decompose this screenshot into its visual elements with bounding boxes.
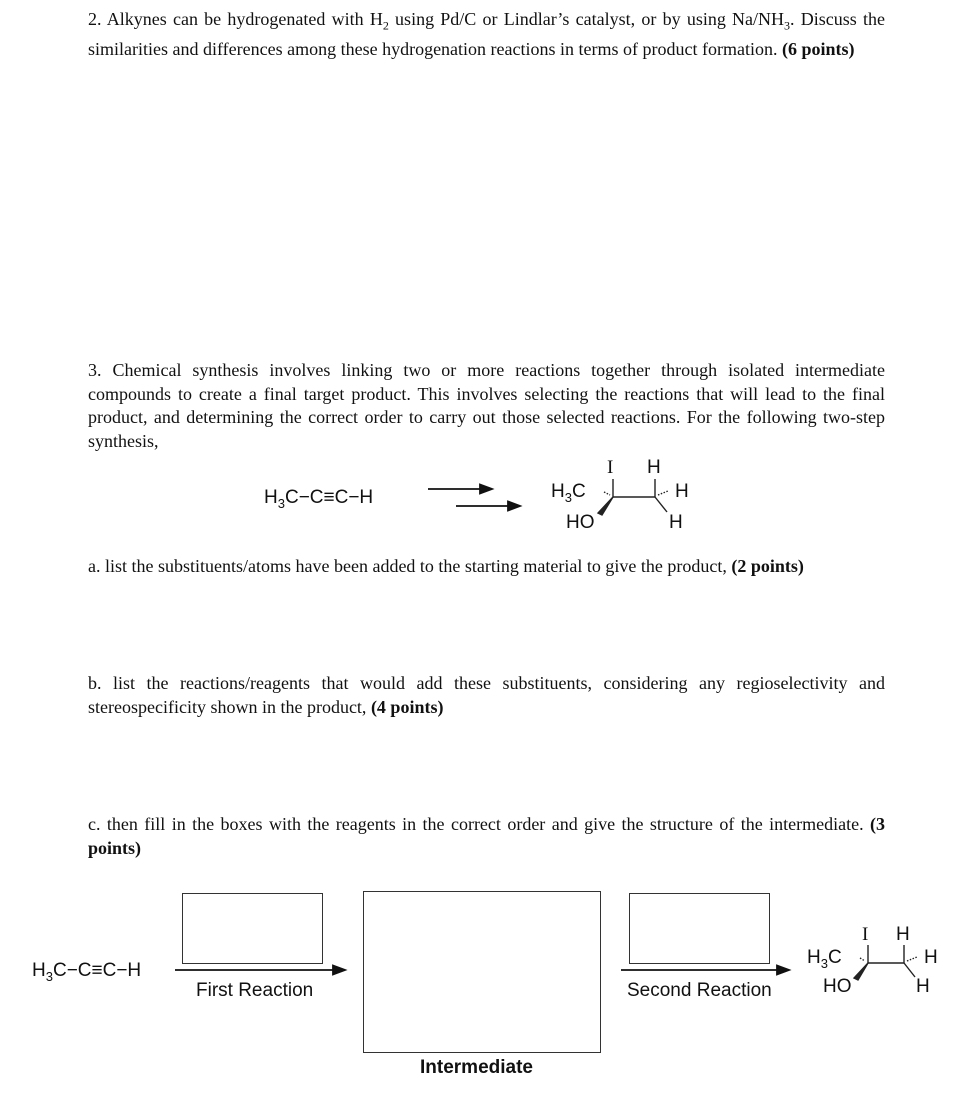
q3b-points: (4 points) [370,696,444,717]
product-skeleton-top [598,479,668,515]
hash-bond-left [604,492,610,495]
diagram-product-iodine: I [862,924,869,945]
second-reaction-label: Second Reaction [627,980,772,1001]
diagram-product-right-h: H [924,947,938,968]
dprod-sub: 3 [820,955,828,971]
second-reaction-arrow-head [777,966,789,975]
prod-c: C [571,481,586,502]
diagram-product-methyl [807,947,842,971]
q2-text-3: . Discuss the similarities and differences among these hydrogenation reactions in terms of product formation. [88,9,886,60]
q3-intro-text: 3. Chemical synthesis involves linking two or more reactions together through isolated intermediate compounds to create a final target product. This involves selecting the reactions that will lead to the final product, and determining the correct order to carry out those selected reactions. For the following two-step synthesis, [88,360,885,451]
product-hydroxyl: HO [566,512,595,533]
bond-bottom-h-b [904,963,915,977]
wedge-bond-ho [598,497,613,515]
sm-rest: C−C≡C−H [284,487,374,508]
prod-sub: 3 [564,489,572,505]
diagram-product-bottom-h: H [916,976,930,997]
q2-text-1: 2. Alkynes can be hydrogenated with H [88,9,383,29]
q2-text-2: using Pd/C or Lindlar’s catalyst, or by using Na/NH [388,9,785,29]
diagram-product-hydroxyl: HO [823,976,852,997]
dsm-rest: C−C≡C−H [52,960,142,981]
product-iodine: I [607,457,614,478]
arrow-1-head [480,485,492,494]
question-3a [88,555,885,579]
diagram-product-top-h: H [896,924,910,945]
intermediate-label: Intermediate [420,1057,533,1078]
sm-sub: 3 [277,495,285,511]
q2-subscript-1: 2 [382,18,389,33]
second-reaction-reagent-box[interactable] [629,893,770,964]
arrow-2-head [508,502,520,511]
product-bottom-h: H [669,512,683,533]
first-reaction-arrow-head [333,966,345,975]
q3c-points: (3 points) [88,814,885,858]
sm-h: H [264,487,278,508]
dsm-sub: 3 [45,968,53,984]
diagram-starting-material [32,960,141,984]
hash-bond-right-b [907,957,917,961]
q3a-text: a. list the substituents/atoms have been added to the starting material to give the product, [88,556,732,576]
first-reaction-reagent-box[interactable] [182,893,323,964]
q3a-points: (2 points) [731,556,804,576]
q2-subscript-2: 3 [784,18,791,33]
hash-bond-right [658,491,668,495]
question-3c [88,813,885,860]
dprod-c: C [827,947,842,968]
question-3b [88,672,885,719]
prod-h: H [551,481,565,502]
dsm-h: H [32,960,46,981]
product-methyl [551,481,586,505]
product-right-h: H [675,481,689,502]
dprod-h: H [807,947,821,968]
product-skeleton-bottom [854,945,917,980]
q2-points: (6 points) [781,39,855,60]
intermediate-box[interactable] [363,891,601,1053]
first-reaction-label: First Reaction [196,980,314,1001]
product-top-h: H [647,457,661,478]
q3c-text: c. then fill in the boxes with the reagents in the correct order and give the structure of the intermediate. [88,814,870,834]
hash-bond-left-b [860,958,865,961]
wedge-bond-ho-b [854,963,868,980]
two-step-arrows [428,485,520,511]
bond-bottom-h [655,497,667,512]
q3b-text: b. list the reactions/reagents that would add these substituents, considering any regioselectivity and stereospecificity shown in the product, [88,673,885,717]
